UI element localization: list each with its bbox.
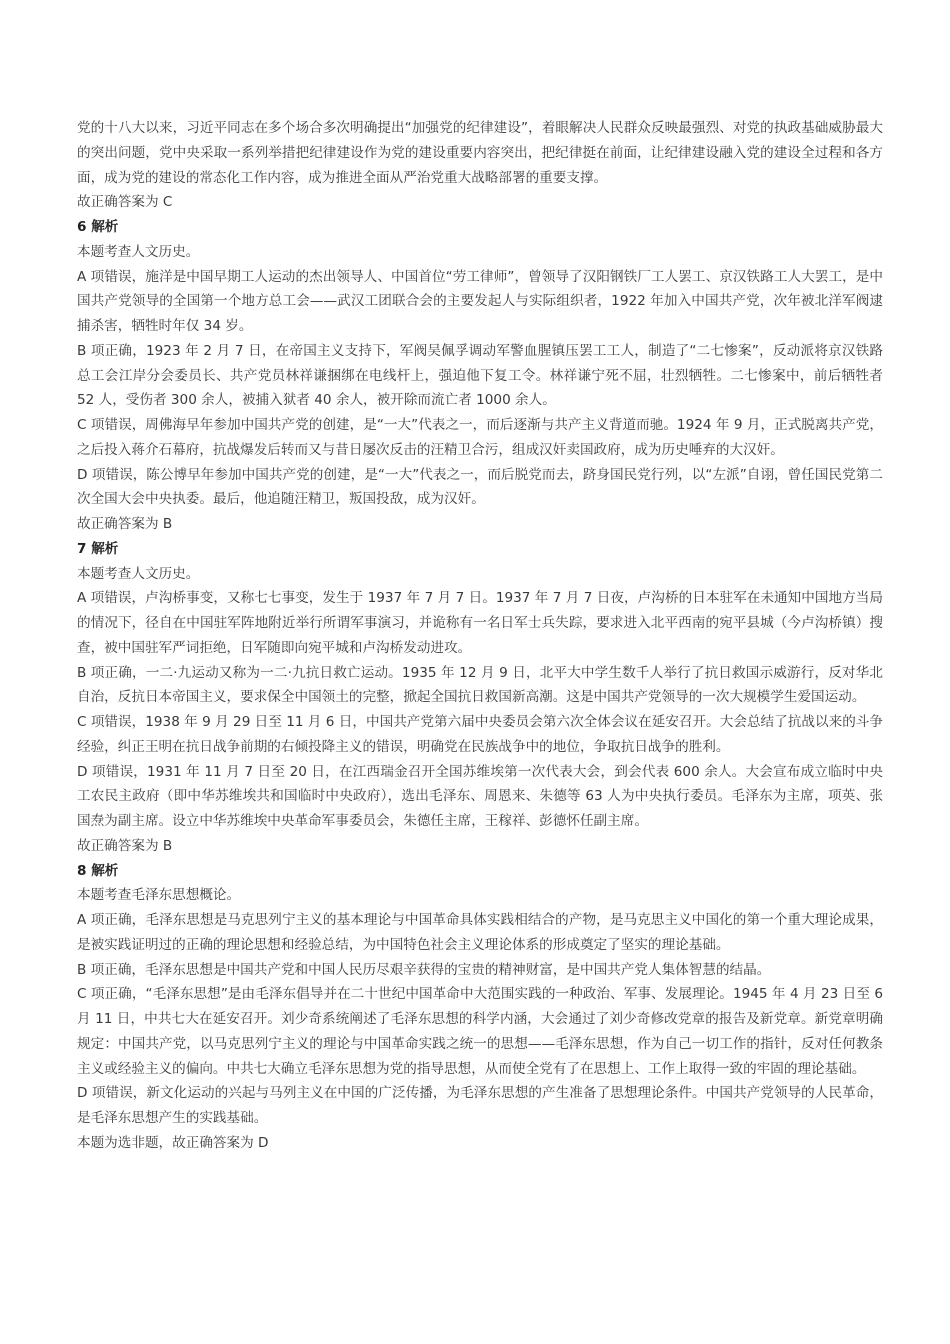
answer-line: 故正确答案为 C bbox=[77, 194, 173, 211]
paragraph: D 项错误，1931 年 11 月 7 日至 20 日，在江西瑞金召开全国苏维埃第一次代表大会，到会代表 600 余人。大会宣布成立临时中央工农民主政府（即中华苏维埃共和国临时中央政府），选出毛泽东、周恩来、朱德等 63 人为中央执行委员。毛泽东为主席，项英、张国焘为副主席。设立中华苏维埃中央革命军事委员会，朱德任主席，王稼祥、彭德怀任副主席。 bbox=[77, 763, 883, 829]
paragraph: C 项正确，“毛泽东思想”是由毛泽东倡导并在二十世纪中国革命中大范围实践的一种政治、军事、发展理论。1945 年 4 月 23 日至 6 月 11 日，中共七大在延安召开。刘少奇系统阐述了毛泽东思想的科学内涵，大会通过了刘少奇修改党章的报告及新党章。新党章明确规定：中国共产党，以马克思列宁主义的理论与中国革命实践之统一的思想——毛泽东思想，作为自己一切工作的指针，反对任何教条主义或经验主义的偏向。中共七大确立毛泽东思想为党的指导思想，从而使全党有了在思想上、工作上取得一致的牢固的理论基础。 bbox=[77, 986, 883, 1077]
paragraph: C 项错误，周佛海早年参加中国共产党的创建，是“一大”代表之一，而后逐渐与共产主义背道而驰。1924 年 9 月，正式脱离共产党，之后投入蒋介石幕府，抗战爆发后转而又与昔日屡次反击的汪精卫合污，组成汉奸卖国政府，成为历史唾弃的大汉奸。 bbox=[77, 417, 883, 458]
section-heading: 6 解析 bbox=[77, 219, 119, 235]
paragraph: B 项正确，毛泽东思想是中国共产党和中国人民历尽艰辛获得的宝贵的精神财富，是中国共产党人集体智慧的结晶。 bbox=[77, 961, 771, 978]
paragraph: A 项错误，卢沟桥事变，又称七七事变，发生于 1937 年 7 月 7 日。1937 年 7 月 7 日夜，卢沟桥的日本驻军在未通知中国地方当局的情况下，径自在中国驻军阵地附近举行所谓军事演习，并诡称有一名日军士兵失踪，要求进入北平西南的宛平县城（今卢沟桥镇）搜查，被中国驻军严词拒绝，日军随即向宛平城和卢沟桥发动进攻。 bbox=[77, 590, 883, 656]
document-body bbox=[77, 116, 883, 1156]
paragraph: D 项错误，陈公博早年参加中国共产党的创建，是“一大”代表之一，而后脱党而去，跻身国民党行列，以“左派”自诩，曾任国民党第二次全国大会中央执委。最后，他追随汪精卫，叛国投敌，成为汉奸。 bbox=[77, 466, 883, 508]
section-8 bbox=[77, 859, 883, 1156]
paragraph: 本题考查人文历史。 bbox=[77, 243, 200, 260]
paragraph: 本题考查毛泽东思想概论。 bbox=[77, 887, 241, 904]
intro-block bbox=[77, 116, 883, 215]
paragraph: C 项错误，1938 年 9 月 29 日至 11 月 6 日，中国共产党第六届中央委员会第六次全体会议在延安召开。大会总结了抗战以来的斗争经验，纠正王明在抗日战争前期的右倾投降主义的错误，明确党在民族战争中的地位，争取抗日战争的胜利。 bbox=[77, 714, 883, 755]
section-6 bbox=[77, 215, 883, 537]
paragraph: A 项错误，施洋是中国早期工人运动的杰出领导人、中国首位“劳工律师”，曾领导了汉阳钢铁厂工人罢工、京汉铁路工人大罢工，是中国共产党领导的全国第一个地方总工会——武汉工团联合会的主要发起人与实际组织者，1922 年加入中国共产党，次年被北洋军阀逮捕杀害，牺牲时年仅 34 岁。 bbox=[77, 268, 883, 334]
paragraph: B 项正确，1923 年 2 月 7 日，在帝国主义支持下，军阀吴佩孚调动军警血腥镇压罢工工人，制造了“二七惨案”，反动派将京汉铁路总工会江岸分会委员长、共产党员林祥谦捆绑在电线杆上，强迫他下复工令。林祥谦宁死不屈，壮烈牺牲。二七惨案中，前后牺牲者 52 人，受伤者 300 余人，被捕入狱者 40 余人，被开除而流亡者 1000 余人。 bbox=[77, 342, 883, 409]
paragraph: A 项正确，毛泽东思想是马克思列宁主义的基本理论与中国革命具体实践相结合的产物，是马克思主义中国化的第一个重大理论成果，是被实践证明过的正确的理论思想和经验总结，为中国特色社会主义理论体系的形成奠定了坚实的理论基础。 bbox=[77, 912, 883, 953]
paragraph: B 项正确，一二·九运动又称为一二·九抗日救亡运动。1935 年 12 月 9 日，北平大中学生数千人举行了抗日救国示威游行，反对华北自治，反抗日本帝国主义，要求保全中国领土的完整，掀起全国抗日救国新高潮。这是中国共产党领导的一次大规模学生爱国运动。 bbox=[77, 664, 883, 706]
answer-line: 故正确答案为 B bbox=[77, 837, 173, 854]
section-heading: 7 解析 bbox=[77, 540, 119, 557]
paragraph: 党的十八大以来，习近平同志在多个场合多次明确提出“加强党的纪律建设”，着眼解决人民群众反映最强烈、对党的执政基础威胁最大的突出问题，党中央采取一系列举措把纪律建设作为党的建设重要内容突出，把纪律挺在前面，让纪律建设融入党的建设全过程和各方面，成为党的建设的常态化工作内容，成为推进全面从严治党重大战略部署的重要支撑。 bbox=[77, 120, 883, 186]
answer-line: 故正确答案为 B bbox=[77, 516, 173, 532]
paragraph: D 项错误，新文化运动的兴起与马列主义在中国的广泛传播，为毛泽东思想的产生准备了思想理论条件。中国共产党领导的人民革命，是毛泽东思想产生的实践基础。 bbox=[77, 1085, 883, 1126]
paragraph: 本题考查人文历史。 bbox=[77, 565, 200, 582]
section-heading: 8 解析 bbox=[77, 862, 119, 879]
section-7 bbox=[77, 537, 883, 859]
answer-line: 本题为选非题，故正确答案为 D bbox=[77, 1134, 269, 1151]
